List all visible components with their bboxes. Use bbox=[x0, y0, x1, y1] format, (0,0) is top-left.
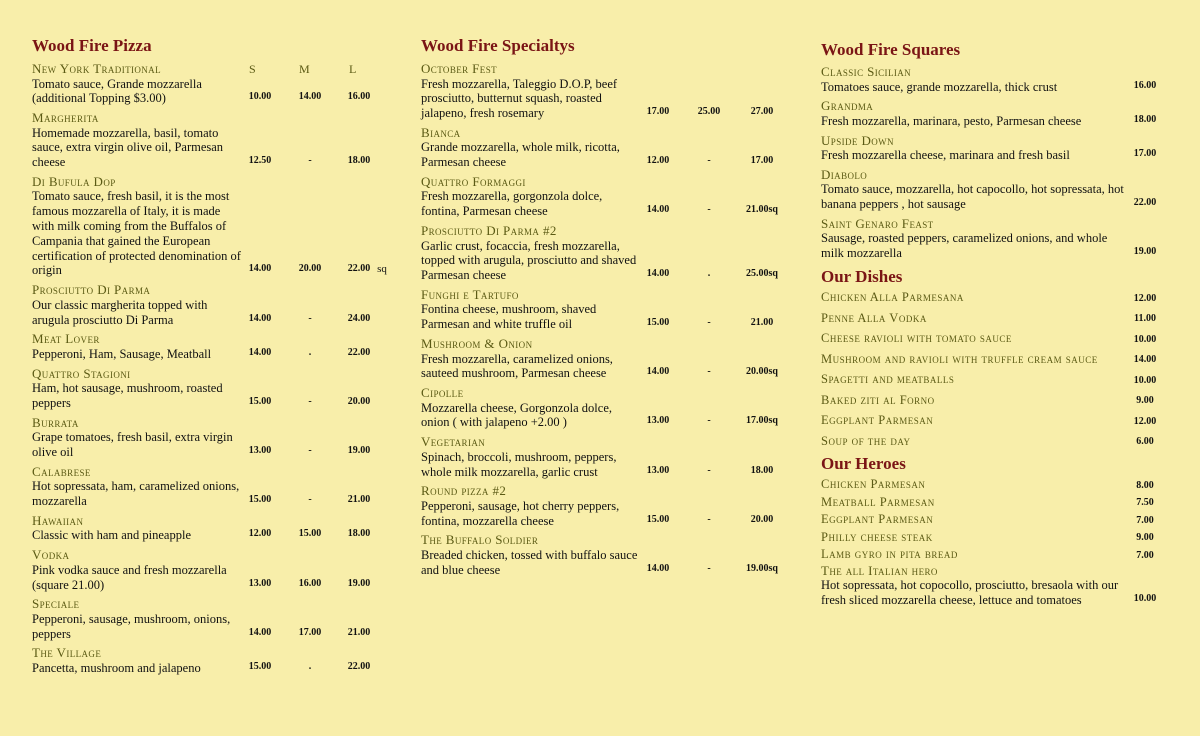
item-name: Di Bufula Dop bbox=[32, 173, 116, 189]
price-m: - bbox=[308, 395, 312, 407]
hero-item-special bbox=[821, 564, 1166, 608]
price: 7.00 bbox=[1136, 514, 1154, 526]
item-name: Speciale bbox=[32, 596, 80, 612]
price-s: 13.00 bbox=[646, 464, 670, 476]
item-description: Tomato sauce, mozzarella, hot capocollo, hot sopressata, hot banana peppers , hot sausage bbox=[821, 182, 1124, 212]
squares-list bbox=[821, 65, 1166, 261]
price-l: 20.00 bbox=[750, 513, 774, 525]
price-s: 12.00 bbox=[248, 528, 272, 540]
price-s: 10.00 bbox=[248, 91, 272, 103]
price-s: 15.00 bbox=[646, 513, 670, 525]
price-l: 21.00 bbox=[347, 626, 371, 638]
heroes-section-title: Our Heroes bbox=[821, 454, 906, 474]
price-m: - bbox=[707, 415, 711, 427]
menu-item bbox=[32, 367, 387, 411]
price: 12.00 bbox=[1133, 292, 1157, 304]
item-description: Fontina cheese, mushroom, shaved Parmesan and white truffle oil bbox=[421, 302, 597, 332]
dishes-list bbox=[821, 290, 1166, 448]
item-description: Breaded chicken, tossed with buffalo sauce and blue cheese bbox=[421, 547, 638, 577]
item-description: Fresh mozzarella, marinara, pesto, Parmesan cheese bbox=[821, 113, 1082, 128]
price: 11.00 bbox=[1134, 313, 1156, 325]
price: 6.00 bbox=[1136, 436, 1154, 448]
hero-item bbox=[821, 530, 1166, 545]
menu-item bbox=[421, 533, 791, 577]
menu-item bbox=[421, 435, 791, 479]
item-name: Burrata bbox=[32, 414, 79, 430]
menu-item bbox=[421, 224, 791, 283]
item-name: Round pizza #2 bbox=[421, 483, 507, 499]
price-m: 25.00 bbox=[697, 106, 721, 118]
price-l: 20.00 bbox=[347, 395, 371, 407]
item-name: Penne Alla Vodka bbox=[821, 310, 927, 325]
item-name: The Buffalo Soldier bbox=[421, 532, 539, 548]
price-s: 14.00 bbox=[248, 263, 272, 275]
price-m: - bbox=[707, 366, 711, 378]
item-description: Hot sopressata, ham, caramelized onions, mozzarella bbox=[32, 479, 240, 509]
menu-item bbox=[32, 465, 387, 509]
hero-item bbox=[821, 547, 1166, 562]
price: 12.00 bbox=[1133, 415, 1157, 427]
price: 17.00 bbox=[1133, 148, 1157, 160]
price-l: 18.00 bbox=[347, 528, 371, 540]
item-name: October Fest bbox=[421, 61, 498, 76]
dish-item bbox=[821, 311, 1166, 326]
price-l: 21.00sq bbox=[746, 204, 778, 216]
price-s: 17.00 bbox=[646, 106, 670, 118]
price-m: . bbox=[707, 268, 711, 280]
menu-item bbox=[421, 62, 791, 121]
menu-item bbox=[32, 332, 387, 361]
price-m: 15.00 bbox=[298, 528, 322, 540]
item-name: Diabolo bbox=[821, 166, 868, 182]
price-s: 14.00 bbox=[646, 268, 670, 280]
menu-item bbox=[821, 99, 1166, 128]
price-s: 14.00 bbox=[248, 312, 272, 324]
item-name: Prosciutto Di Parma #2 bbox=[421, 223, 557, 239]
item-description: Pepperoni, sausage, hot cherry peppers, fontina, mozzarella cheese bbox=[421, 498, 620, 528]
price-l: 21.00 bbox=[750, 317, 774, 329]
item-name: Hawaiian bbox=[32, 512, 84, 528]
item-name: Cheese ravioli with tomato sauce bbox=[821, 331, 1012, 346]
price-m: 20.00 bbox=[298, 263, 322, 275]
dish-item bbox=[821, 352, 1166, 367]
menu-item bbox=[421, 288, 791, 332]
item-description: Mozzarella cheese, Gorgonzola dolce, onion ( with jalapeno +2.00 ) bbox=[421, 400, 612, 430]
item-description: Fresh mozzarella, gorgonzola dolce, fontina, Parmesan cheese bbox=[421, 189, 603, 219]
hero-item bbox=[821, 477, 1166, 492]
price-m: - bbox=[707, 562, 711, 574]
item-name: Meatball Parmesan bbox=[821, 494, 935, 509]
price-m: - bbox=[308, 445, 312, 457]
menu-item bbox=[32, 416, 387, 460]
right-column bbox=[821, 40, 1166, 608]
price-s: 13.00 bbox=[248, 445, 272, 457]
item-name: Cipolle bbox=[421, 385, 464, 401]
item-description: Tomato sauce, fresh basil, it is the most famous mozzarella of Italy, it is made with milk coming from the Buffalos of Campania that gained the European certification of protected denomination of origin bbox=[32, 189, 241, 278]
item-name: Baked ziti al Forno bbox=[821, 392, 935, 407]
item-description: Sausage, roasted peppers, caramelized onions, and whole milk mozzarella bbox=[821, 231, 1108, 261]
price-m: - bbox=[308, 312, 312, 324]
price-l: 18.00 bbox=[347, 155, 371, 167]
pizza-list bbox=[32, 62, 387, 676]
price-l: 17.00 bbox=[750, 155, 774, 167]
price-m: 17.00 bbox=[298, 626, 322, 638]
specialtys-section-title: Wood Fire Specialtys bbox=[421, 36, 575, 55]
item-name: Calabrese bbox=[32, 463, 91, 479]
price-s: 14.00 bbox=[646, 366, 670, 378]
item-name: Classic Sicilian bbox=[821, 64, 912, 79]
price-suffix: sq bbox=[377, 263, 387, 276]
heroes-list bbox=[821, 477, 1166, 608]
item-description: Tomato sauce, Grande mozzarella (additional Topping $3.00) bbox=[32, 76, 202, 106]
price-m: - bbox=[707, 464, 711, 476]
price-m: 16.00 bbox=[298, 577, 322, 589]
item-name: Eggplant Parmesan bbox=[821, 512, 934, 527]
item-description: Fresh mozzarella, Taleggio D.O.P, beef prosciutto, butternut squash, roasted jalapeno, fresh rosemary bbox=[421, 76, 618, 121]
menu-item bbox=[821, 168, 1166, 212]
price: 9.00 bbox=[1136, 532, 1154, 544]
item-description: Hot sopressata, hot copocollo, prosciutto, bresaola with our fresh sliced mozzarella cheese, lettuce and tomatoes bbox=[821, 578, 1119, 607]
item-name: Bianca bbox=[421, 124, 461, 140]
price-m: . bbox=[308, 346, 312, 358]
specialtys-list bbox=[421, 62, 791, 578]
menu-item bbox=[32, 646, 387, 675]
item-description: Ham, hot sausage, mushroom, roasted peppers bbox=[32, 381, 223, 410]
item-description: Pink vodka sauce and fresh mozzarella (square 21.00) bbox=[32, 562, 227, 592]
item-name: Margherita bbox=[32, 110, 99, 126]
price-s: 12.50 bbox=[248, 155, 272, 167]
price-m: 14.00 bbox=[298, 91, 322, 103]
price-s: 15.00 bbox=[248, 395, 272, 407]
price-s: 12.00 bbox=[646, 155, 670, 167]
item-name: Prosciutto Di Parma bbox=[32, 282, 151, 298]
item-name: Vodka bbox=[32, 547, 70, 563]
squares-section-title: Wood Fire Squares bbox=[821, 40, 961, 59]
price-s: 14.00 bbox=[646, 204, 670, 216]
menu-item bbox=[32, 111, 387, 170]
item-name: Lamb gyro in pita bread bbox=[821, 547, 958, 562]
price-s: 14.00 bbox=[248, 346, 272, 358]
item-name: Meat Lover bbox=[32, 331, 100, 347]
price-m: - bbox=[707, 317, 711, 329]
dish-item bbox=[821, 331, 1166, 346]
menu-item bbox=[421, 484, 791, 528]
price-s: 15.00 bbox=[248, 660, 272, 672]
menu-item bbox=[32, 62, 387, 106]
price-s: 14.00 bbox=[248, 626, 272, 638]
item-name: Grandma bbox=[821, 98, 874, 114]
hero-item bbox=[821, 495, 1166, 510]
item-description: Tomatoes sauce, grande mozzarella, thick crust bbox=[821, 79, 1058, 94]
menu-item bbox=[32, 283, 387, 327]
item-name: Chicken Alla Parmesana bbox=[821, 290, 964, 305]
item-name: Spagetti and meatballs bbox=[821, 372, 955, 387]
item-name: Mushroom and ravioli with truffle cream sauce bbox=[821, 351, 1098, 366]
item-name: Vegetarian bbox=[421, 434, 486, 450]
item-name: The all Italian hero bbox=[821, 562, 938, 578]
item-name: Philly cheese steak bbox=[821, 529, 933, 544]
dish-item bbox=[821, 372, 1166, 387]
price-s: 15.00 bbox=[646, 317, 670, 329]
price-s: 15.00 bbox=[248, 494, 272, 506]
item-name: Mushroom & Onion bbox=[421, 336, 533, 352]
menu-item bbox=[32, 548, 387, 592]
price-l: 22.00 bbox=[347, 660, 371, 672]
price-l: 22.00 bbox=[347, 263, 371, 275]
price-l: 21.00 bbox=[347, 494, 371, 506]
hero-item bbox=[821, 512, 1166, 527]
item-description: Homemade mozzarella, basil, tomato sauce, extra virgin olive oil, Parmesan cheese bbox=[32, 125, 224, 170]
item-description: Pancetta, mushroom and jalapeno bbox=[32, 660, 201, 675]
price-m: - bbox=[308, 494, 312, 506]
menu-item bbox=[421, 126, 791, 170]
menu-item bbox=[421, 386, 791, 430]
price-m: . bbox=[308, 660, 312, 672]
dish-item bbox=[821, 434, 1166, 449]
price: 7.50 bbox=[1136, 497, 1154, 509]
price: 18.00 bbox=[1133, 113, 1157, 125]
item-name: Eggplant Parmesan bbox=[821, 413, 934, 428]
item-description: Pepperoni, Ham, Sausage, Meatball bbox=[32, 346, 212, 361]
item-name: Funghi e Tartufo bbox=[421, 286, 519, 302]
price-l: 25.00sq bbox=[746, 268, 778, 280]
menu-item bbox=[421, 175, 791, 219]
pizza-section-title: Wood Fire Pizza bbox=[32, 36, 152, 55]
dishes-section-title: Our Dishes bbox=[821, 267, 903, 287]
menu-item bbox=[821, 134, 1166, 163]
price-l: 24.00 bbox=[347, 312, 371, 324]
size-label-l: L bbox=[349, 62, 357, 76]
item-description: Fresh mozzarella, caramelized onions, sauteed mushroom, Parmesan cheese bbox=[421, 351, 613, 381]
dish-item bbox=[821, 413, 1166, 428]
menu-item bbox=[32, 597, 387, 641]
price-s: 14.00 bbox=[646, 562, 670, 574]
price-l: 17.00sq bbox=[746, 415, 778, 427]
dish-item bbox=[821, 290, 1166, 305]
price-l: 19.00sq bbox=[746, 562, 778, 574]
price-l: 22.00 bbox=[347, 346, 371, 358]
price: 22.00 bbox=[1133, 197, 1157, 209]
price-m: - bbox=[707, 155, 711, 167]
price-l: 18.00 bbox=[750, 464, 774, 476]
price: 7.00 bbox=[1136, 549, 1154, 561]
price: 8.00 bbox=[1136, 479, 1154, 491]
menu-item bbox=[32, 175, 387, 278]
item-name: New York Traditional bbox=[32, 61, 161, 76]
price-l: 19.00 bbox=[347, 445, 371, 457]
price-m: - bbox=[707, 204, 711, 216]
price-l: 16.00 bbox=[347, 91, 371, 103]
wood-fire-specialtys-column bbox=[421, 36, 791, 578]
price-s: 13.00 bbox=[646, 415, 670, 427]
price: 14.00 bbox=[1133, 354, 1157, 366]
item-name: Saint Genaro Feast bbox=[821, 215, 934, 231]
menu-item bbox=[821, 65, 1166, 94]
item-description: Our classic margherita topped with arugula prosciutto Di Parma bbox=[32, 297, 208, 327]
price-l: 27.00 bbox=[750, 106, 774, 118]
price-s: 13.00 bbox=[248, 577, 272, 589]
item-description: Grape tomatoes, fresh basil, extra virgin olive oil bbox=[32, 430, 233, 460]
price-m: - bbox=[308, 155, 312, 167]
price: 16.00 bbox=[1133, 79, 1157, 91]
item-name: Chicken Parmesan bbox=[821, 477, 926, 492]
price-l: 20.00sq bbox=[746, 366, 778, 378]
price: 9.00 bbox=[1136, 395, 1154, 407]
item-description: Spinach, broccoli, mushroom, peppers, whole milk mozzarella, garlic crust bbox=[421, 449, 617, 479]
item-name: Upside Down bbox=[821, 132, 894, 148]
item-name: Quattro Stagioni bbox=[32, 365, 131, 381]
item-description: Garlic crust, focaccia, fresh mozzarella, topped with arugula, prosciutto and shaved Parmesan cheese bbox=[421, 238, 637, 283]
item-name: Quattro Formaggi bbox=[421, 173, 526, 189]
size-label-s: S bbox=[249, 62, 256, 76]
menu-item bbox=[421, 337, 791, 381]
size-label-m: M bbox=[299, 62, 310, 76]
menu-item bbox=[821, 217, 1166, 261]
price: 19.00 bbox=[1133, 246, 1157, 258]
item-description: Classic with ham and pineapple bbox=[32, 528, 191, 543]
price: 10.00 bbox=[1133, 592, 1157, 604]
item-description: Fresh mozzarella cheese, marinara and fresh basil bbox=[821, 148, 1070, 163]
item-description: Pepperoni, sausage, mushroom, onions, peppers bbox=[32, 611, 231, 641]
item-name: The Village bbox=[32, 645, 102, 661]
price: 10.00 bbox=[1133, 333, 1157, 345]
item-description: Grande mozzarella, whole milk, ricotta, Parmesan cheese bbox=[421, 140, 620, 170]
wood-fire-pizza-column bbox=[32, 36, 387, 676]
dish-item bbox=[821, 393, 1166, 408]
price-l: 19.00 bbox=[347, 577, 371, 589]
price-m: - bbox=[707, 513, 711, 525]
item-name: Soup of the day bbox=[821, 433, 911, 448]
menu-item bbox=[32, 514, 387, 543]
price: 10.00 bbox=[1133, 374, 1157, 386]
